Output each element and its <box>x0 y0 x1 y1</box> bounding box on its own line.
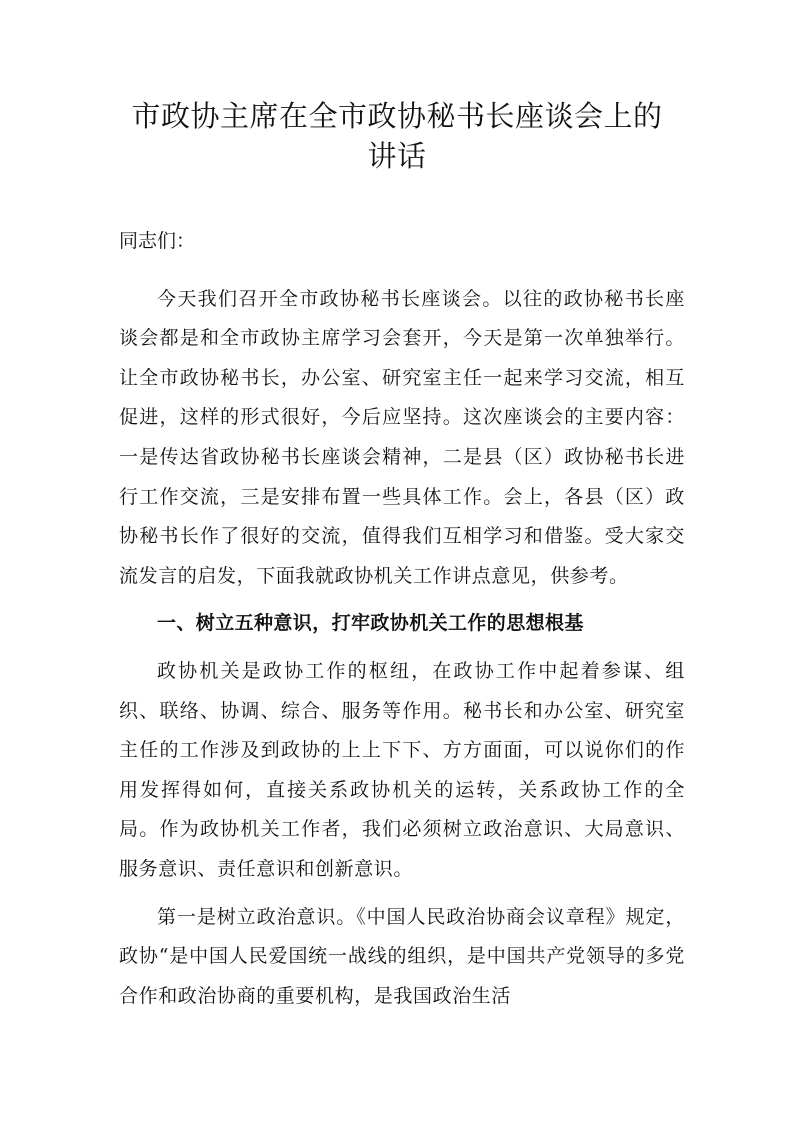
document-body <box>119 222 685 1016</box>
title-line-2: 讲话 <box>367 139 427 173</box>
paragraph-intro: 今天我们召开全市政协秘书长座谈会。以往的政协秘书长座谈会都是和全市政协主席学习会套开，今天是第一次单独举行。让全市政协秘书长，办公室、研究室主任一起来学习交流，相互促进，这样的形式很好，今后应坚持。这次座谈会的主要内容：一是传达省政协秘书长座谈会精神，二是县（区）政协秘书长进行工作交流，三是安排布置一些具体工作。会上，各县（区）政协秘书长作了很好的交流，值得我们互相学习和借鉴。受大家交流发言的启发，下面我就政协机关工作讲点意见，供参考。 <box>119 287 685 587</box>
paragraph-political-awareness: 第一是树立政治意识。《中国人民政治协商会议章程》规定，政协“是中国人民爱国统一战线的组织，是中国共产党领导的多党合作和政治协商的重要机构，是我国政治生活 <box>119 905 685 1007</box>
document-title <box>100 96 694 176</box>
salutation: 同志们： <box>119 230 196 252</box>
title-line-1: 市政协主席在全市政协秘书长座谈会上的 <box>131 99 663 133</box>
section-heading-1: 一、树立五种意识，打牢政协机关工作的思想根基 <box>157 612 584 635</box>
paragraph-agency-role: 政协机关是政协工作的枢纽，在政协工作中起着参谋、组织、联络、协调、综合、服务等作用。秘书长和办公室、研究室主任的工作涉及到政协的上上下下、方方面面，可以说你们的作用发挥得如何，直接关系政协机关的运转，关系政协工作的全局。作为政协机关工作者，我们必须树立政治意识、大局意识、服务意识、责任意识和创新意识。 <box>119 659 685 880</box>
